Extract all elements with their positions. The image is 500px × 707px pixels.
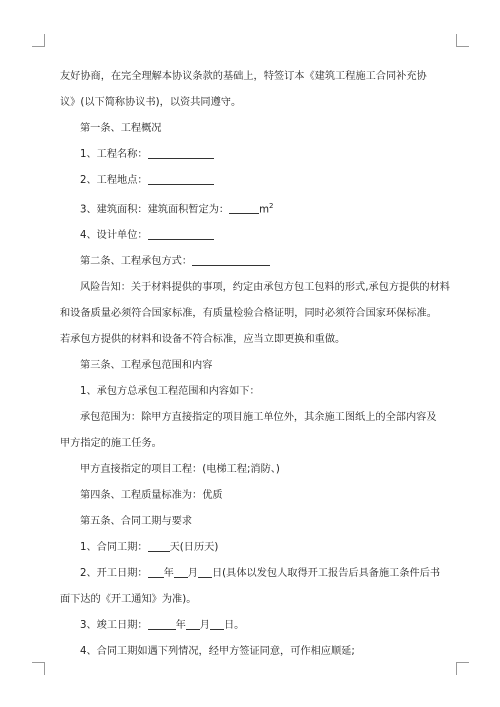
article-heading: 第一条、工程概况	[80, 123, 162, 134]
floor-area-blank	[229, 202, 259, 214]
completion-day-blank	[210, 618, 224, 630]
start-month-blank	[174, 566, 188, 578]
floor-area-line: 3、建筑面积：建筑面积暂定为： $m^2$	[80, 202, 274, 216]
contract-method-blank	[192, 254, 270, 266]
paragraph-line: 议》(以下简称协议书)，以资共同遵守。	[60, 97, 242, 108]
crop-mark-top-right	[456, 34, 469, 47]
article-heading: 第五条、合同工期与要求	[80, 516, 193, 528]
design-unit-line: 4、设计单位：	[60, 223, 440, 248]
paragraph-line: 4、合同工期如遇下列情况，经甲方签证同意，可作相应顺延;	[80, 646, 355, 658]
document-body	[60, 64, 450, 665]
article-heading: 第三条、工程承包范围和内容	[80, 360, 213, 372]
paragraph-line: 甲方指定的施工任务。	[60, 438, 162, 450]
project-name-blank	[148, 147, 214, 159]
crop-mark-bottom-left	[32, 662, 45, 675]
crop-mark-top-left	[32, 34, 45, 47]
design-unit-blank	[148, 228, 214, 240]
start-year-blank	[148, 566, 164, 578]
article-heading: 第四条、工程质量标准为：优质	[80, 490, 223, 502]
paragraph-line: 面下达的《开工通知》为准)。	[60, 594, 197, 606]
start-day-blank	[198, 566, 212, 578]
start-date-line: 2、开工日期： 年 月 日(具体以发包人取得开工报告后具备施工条件后书	[80, 568, 441, 580]
crop-mark-bottom-right	[456, 662, 469, 675]
contract-duration-line: 1、合同工期： 天(日历天)	[80, 542, 219, 554]
project-location-blank	[148, 173, 214, 185]
paragraph-line: 若承包方提供的材料和设备不符合标准，应当立即更换和重做。	[60, 334, 346, 346]
paragraph-line: 和设备质量必须符合国家标准，有质量检验合格证明，同时必须符合国家环保标准。	[60, 308, 437, 320]
contract-method-line: 第二条、工程承包方式：	[60, 249, 440, 274]
project-name-line: 1、工程名称：	[60, 142, 440, 167]
project-location-line: 2、工程地点：	[60, 168, 440, 193]
paragraph-line: 1、承包方总承包工程范围和内容如下：	[80, 386, 260, 398]
completion-date-line: 3、竣工日期： 年 月 日。	[80, 620, 245, 632]
paragraph-line: 风险告知：关于材料提供的事项，约定由承包方包工包料的形式,承包方提供的材料	[80, 282, 450, 294]
completion-year-blank	[148, 618, 176, 630]
paragraph-line: 承包范围为：除甲方直接指定的项目施工单位外，其余施工图纸上的全部内容及	[80, 412, 437, 424]
duration-days-blank	[148, 540, 170, 552]
paragraph-line: 友好协商，在完全理解本协议条款的基础上，特签订本《建筑工程施工合同补充协	[60, 71, 427, 82]
paragraph-line: 甲方直接指定的项目工程：(电梯工程;消防、)	[80, 464, 280, 476]
completion-month-blank	[186, 618, 200, 630]
